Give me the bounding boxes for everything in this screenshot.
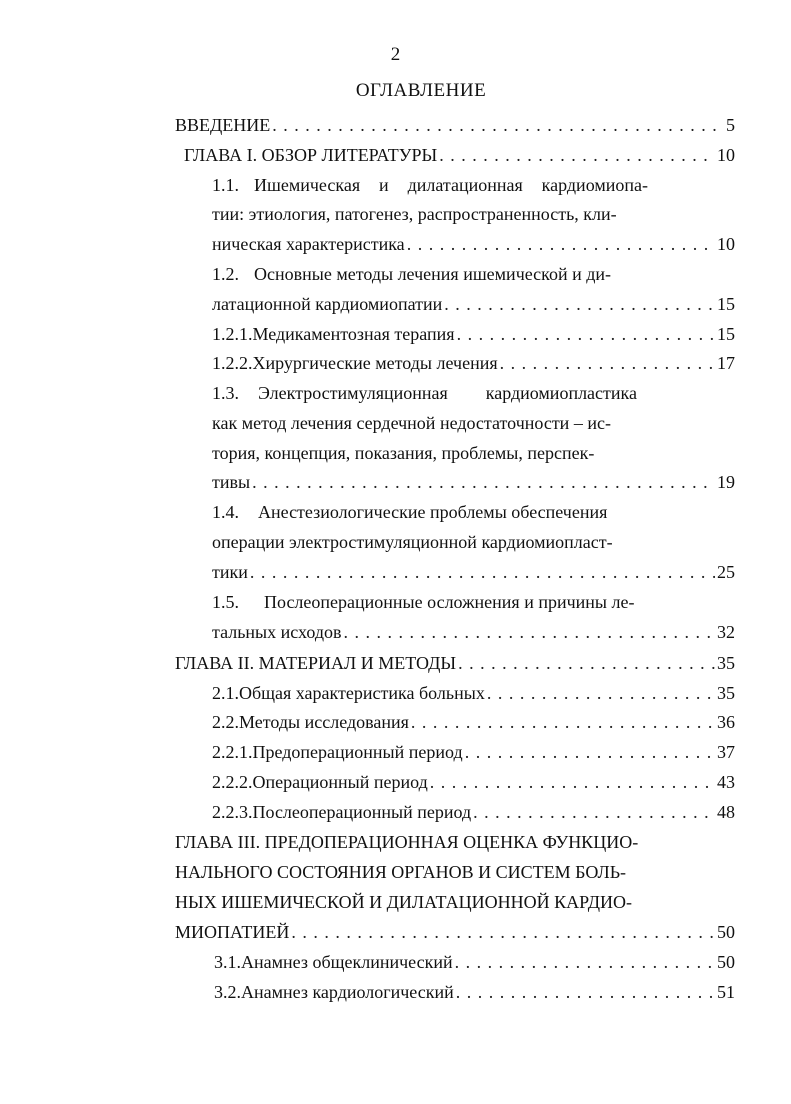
toc-entry-2-2[interactable]: 2.2. Методы исследования . . . 36 — [212, 710, 735, 734]
toc-entry-1-1-line-3[interactable]: ническая характеристика . . . 10 — [212, 232, 735, 256]
toc-entry-3-2[interactable]: 3.2. Анамнез кардиологический . . . 51 — [214, 980, 735, 1004]
toc-entry-chapter-3-line-3: НЫХ ИШЕМИЧЕСКОЙ И ДИЛАТАЦИОННОЙ КАРДИО- — [175, 892, 633, 912]
toc-entry-1-3-line-3: тория, концепция, показания, проблемы, перспек- — [212, 443, 595, 463]
toc-entry-1-2-2[interactable]: 1.2.2. Хирургические методы лечения . . . 17 — [212, 351, 735, 375]
toc-entry-1-2-line-2[interactable]: латационной кардиомиопатии . . . 15 — [212, 292, 735, 316]
toc-entry-1-1-line-2: тии: этиология, патогенез, распространенность, кли- — [212, 204, 617, 224]
toc-entry-1-4-line-3[interactable]: тики . . . 25 — [212, 560, 735, 584]
toc-entry-3-1[interactable]: 3.1. Анамнез общеклинический . . . 50 — [214, 950, 735, 974]
toc-entry-1-4-line-2: операции электростимуляционной кардиомиопласт- — [212, 532, 613, 552]
toc-entry-2-2-2[interactable]: 2.2.2. Операционный период . . . 43 — [212, 770, 735, 794]
toc-entry-introduction[interactable]: ВВЕДЕНИЕ . . . 5 — [175, 113, 735, 137]
toc-entry-chapter-2[interactable]: ГЛАВА II. МАТЕРИАЛ И МЕТОДЫ . . . 35 — [175, 651, 735, 675]
toc-entry-1-3-line-4[interactable]: тивы . . . 19 — [212, 470, 735, 494]
toc-entry-1-2-line-1[interactable]: 1.2. Основные методы лечения ишемической и ди- — [212, 264, 612, 284]
toc-entry-1-5-line-1[interactable]: 1.5. Послеоперационные осложнения и причины ле- — [212, 592, 635, 612]
toc-entry-1-5-line-2[interactable]: тальных исходов . . . 32 — [212, 620, 735, 644]
toc-entry-chapter-3-line-1[interactable]: ГЛАВА III. ПРЕДОПЕРАЦИОННАЯ ОЦЕНКА ФУНКЦИО- — [175, 832, 639, 852]
toc-entry-1-4-line-1[interactable]: 1.4. Анестезиологические проблемы обеспечения — [212, 502, 608, 522]
toc-entry-chapter-1[interactable]: ГЛАВА I. ОБЗОР ЛИТЕРАТУРЫ . . . 10 — [184, 143, 735, 167]
toc-entry-2-1[interactable]: 2.1. Общая характеристика больных . . . 35 — [212, 681, 735, 705]
toc-entry-chapter-3-line-4[interactable]: МИОПАТИЕЙ . . . 50 — [175, 920, 735, 944]
toc-entry-2-2-1[interactable]: 2.2.1. Предоперационный период . . . 37 — [212, 740, 735, 764]
toc-entry-1-1-line-1[interactable]: 1.1. Ишемическая и дилатационная кардиомиопа- — [212, 175, 648, 195]
toc-entry-1-3-line-1[interactable]: 1.3. Электростимуляционная кардиомиопластика — [212, 383, 637, 403]
toc-entry-1-3-line-2: как метод лечения сердечной недостаточности – ис- — [212, 413, 611, 433]
toc-entry-2-2-3[interactable]: 2.2.3. Послеоперационный период . . . 48 — [212, 800, 735, 824]
page-number: 2 — [390, 44, 401, 65]
toc-entry-chapter-3-line-2: НАЛЬНОГО СОСТОЯНИЯ ОРГАНОВ И СИСТЕМ БОЛЬ- — [175, 862, 627, 882]
toc-entry-1-2-1[interactable]: 1.2.1. Медикаментозная терапия . . . 15 — [212, 322, 735, 346]
toc-title: ОГЛАВЛЕНИЕ — [355, 80, 487, 101]
